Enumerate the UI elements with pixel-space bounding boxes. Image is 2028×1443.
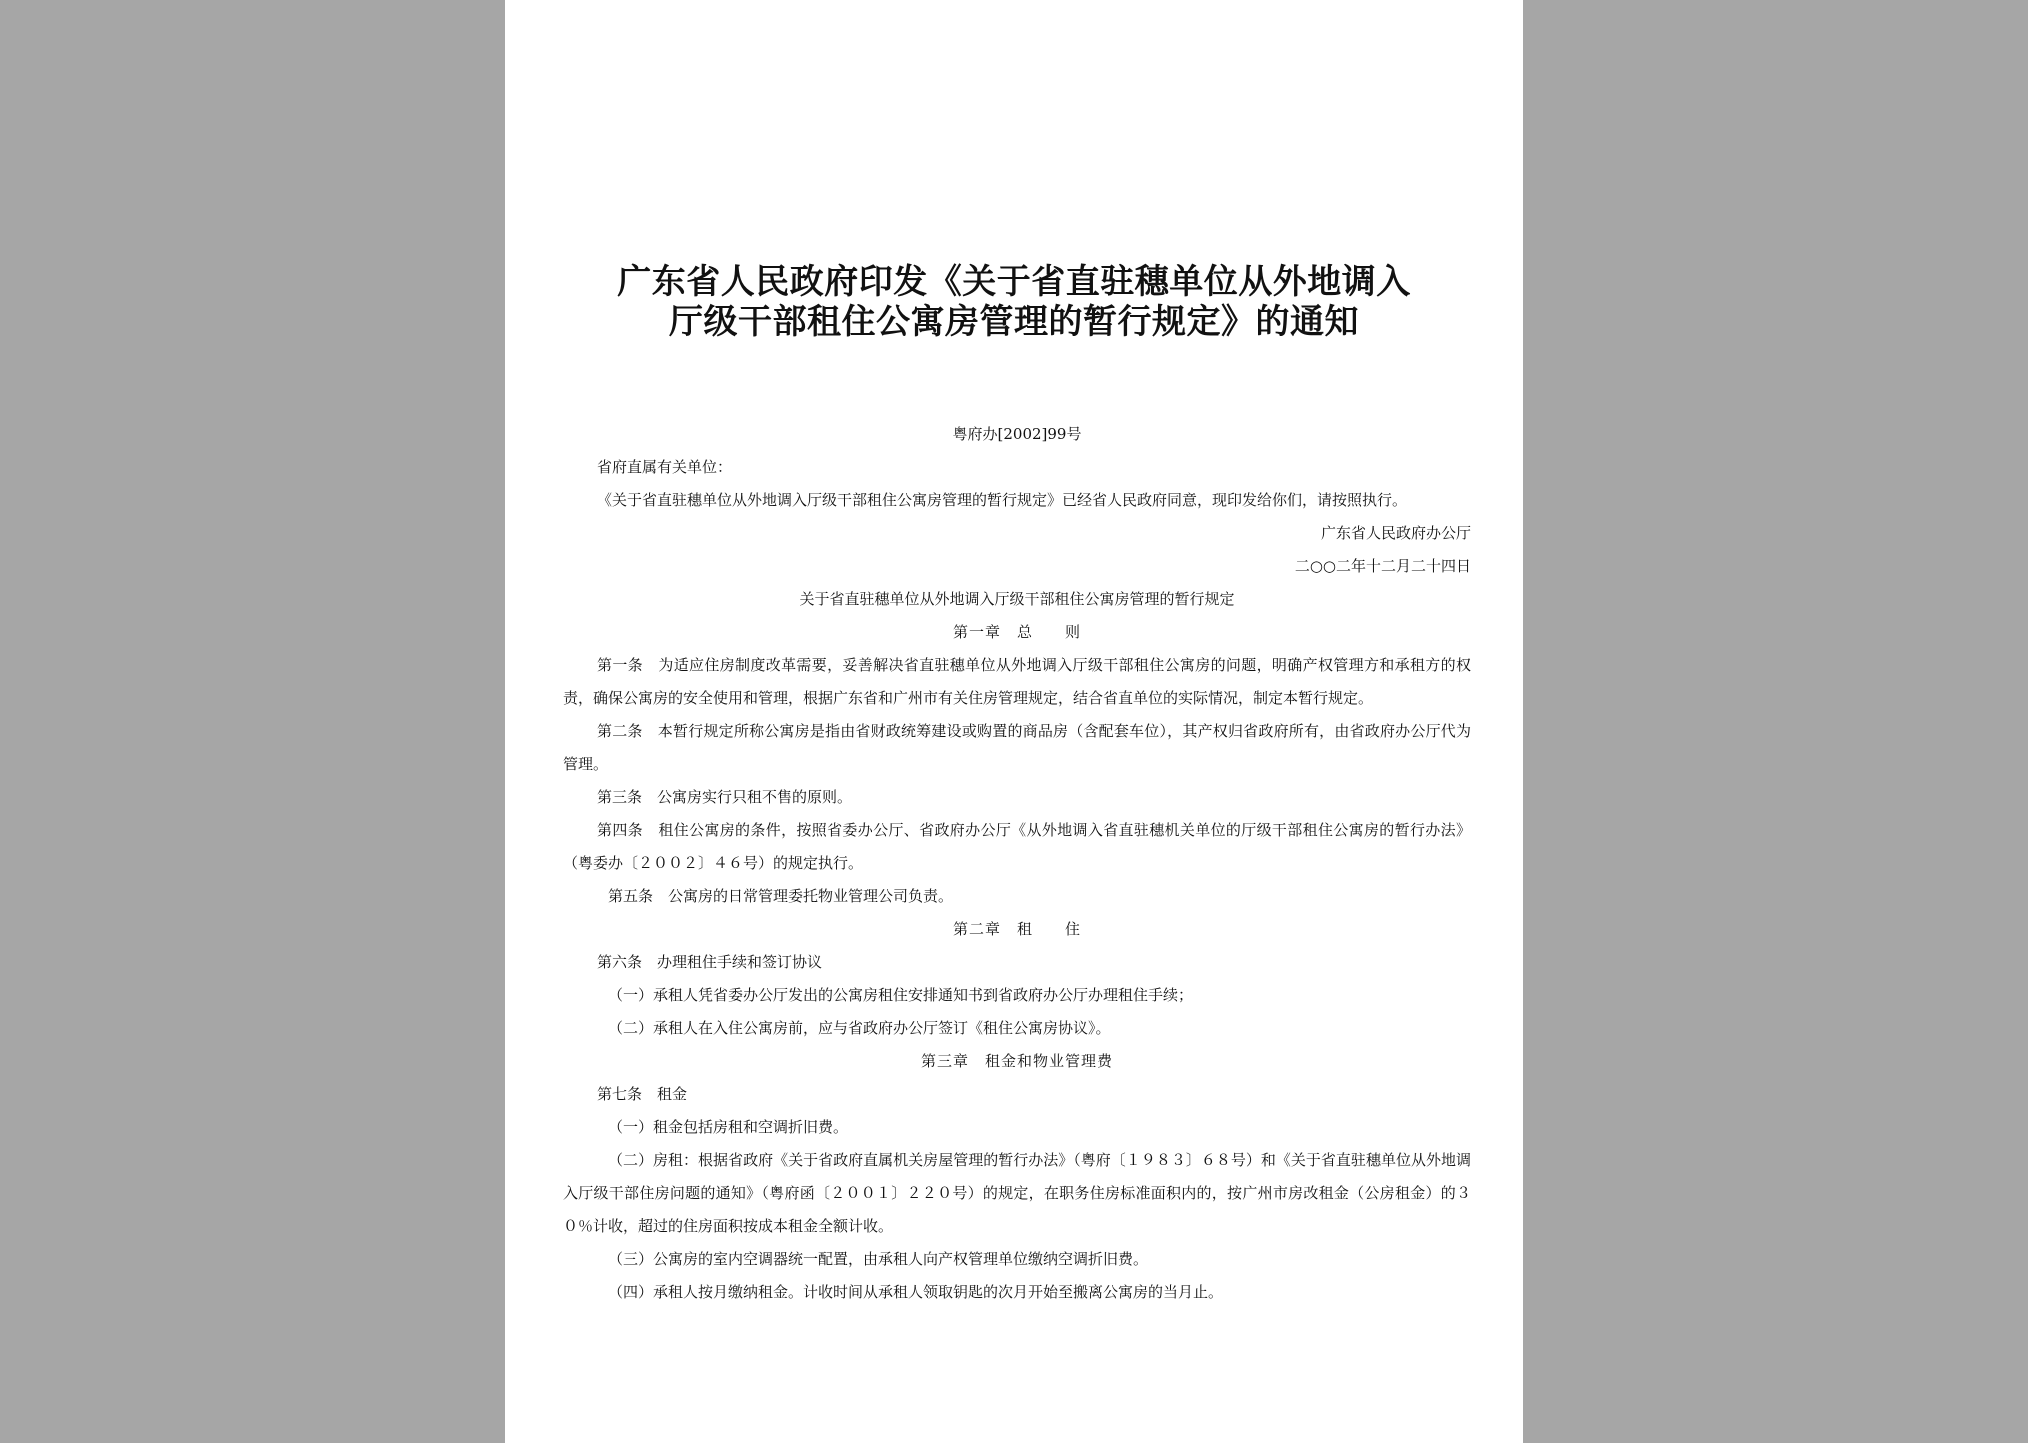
article-3: 第三条 公寓房实行只租不售的原则。	[597, 788, 853, 806]
article-2: 第二条 本暂行规定所称公寓房是指由省财政统筹建设或购置的商品房（含配套车位），其产权归省政府所有，由省政府办公厅代为管理。	[563, 722, 1471, 773]
article-5: 第五条 公寓房的日常管理委托物业管理公司负责。	[608, 887, 954, 905]
chapter-heading: 第一章 总 则	[952, 623, 1081, 641]
article-6-item-2: （二）承租人在入住公寓房前，应与省政府办公厅签订《租住公寓房协议》。	[608, 1019, 1111, 1037]
article-6: 第六条 办理租住手续和签订协议	[597, 953, 823, 971]
article-7-item-4: （四）承租人按月缴纳租金。计收时间从承租人领取钥匙的次月开始至搬离公寓房的当月止。	[608, 1283, 1224, 1301]
article-7-item-3: （三）公寓房的室内空调器统一配置，由承租人向产权管理单位缴纳空调折旧费。	[608, 1250, 1149, 1268]
addressee: 省府直属有关单位：	[597, 458, 733, 476]
issuer-signature: 广东省人民政府办公厅	[1320, 524, 1471, 542]
intro-paragraph: 《关于省直驻穗单位从外地调入厅级干部租住公寓房管理的暂行规定》已经省人民政府同意，现印发给你们，请按照执行。	[597, 491, 1408, 509]
chapter-heading: 第三章 租金和物业管理费	[920, 1052, 1113, 1070]
article-1: 第一条 为适应住房制度改革需要，妥善解决省直驻穗单位从外地调入厅级干部租住公寓房的问题，明确产权管理方和承租方的权责，确保公寓房的安全使用和管理，根据广东省和广州市有关住房管理规定，结合省直单位的实际情况，制定本暂行规定。	[563, 656, 1471, 707]
article-7-item-2: （二）房租：根据省政府《关于省政府直属机关房屋管理的暂行办法》（粤府〔１９８３〕６８号）和《关于省直驻穗单位从外地调入厅级干部住房问题的通知》（粤府函〔２００１〕２２０号）的规定，在职务住房标准面积内的，按广州市房改租金（公房租金）的３０％计收，超过的住房面积按成本租金全额计收。	[563, 1151, 1471, 1235]
issue-date: 二○○二年十二月二十四日	[1294, 557, 1471, 575]
title-line: 广东省人民政府印发《关于省直驻穗单位从外地调入	[617, 262, 1411, 302]
article-7: 第七条 租金	[597, 1085, 688, 1103]
regulation-title: 关于省直驻穗单位从外地调入厅级干部租住公寓房管理的暂行规定	[799, 590, 1235, 608]
article-7-item-1: （一）租金包括房租和空调折旧费。	[608, 1118, 849, 1136]
article-4: 第四条 租住公寓房的条件，按照省委办公厅、省政府办公厅《从外地调入省直驻穗机关单位的厅级干部租住公寓房的暂行办法》（粤委办〔２００２〕４６号）的规定执行。	[563, 821, 1471, 872]
title-line: 厅级干部租住公寓房管理的暂行规定》的通知	[669, 302, 1359, 342]
document-number: 粤府办[2002]99号	[952, 425, 1082, 443]
document-page	[505, 0, 1523, 1443]
document-body	[563, 418, 1471, 1309]
article-6-item-1: （一）承租人凭省委办公厅发出的公寓房租住安排通知书到省政府办公厅办理租住手续；	[608, 986, 1194, 1004]
document-title	[545, 262, 1483, 342]
chapter-heading: 第二章 租 住	[952, 920, 1081, 938]
